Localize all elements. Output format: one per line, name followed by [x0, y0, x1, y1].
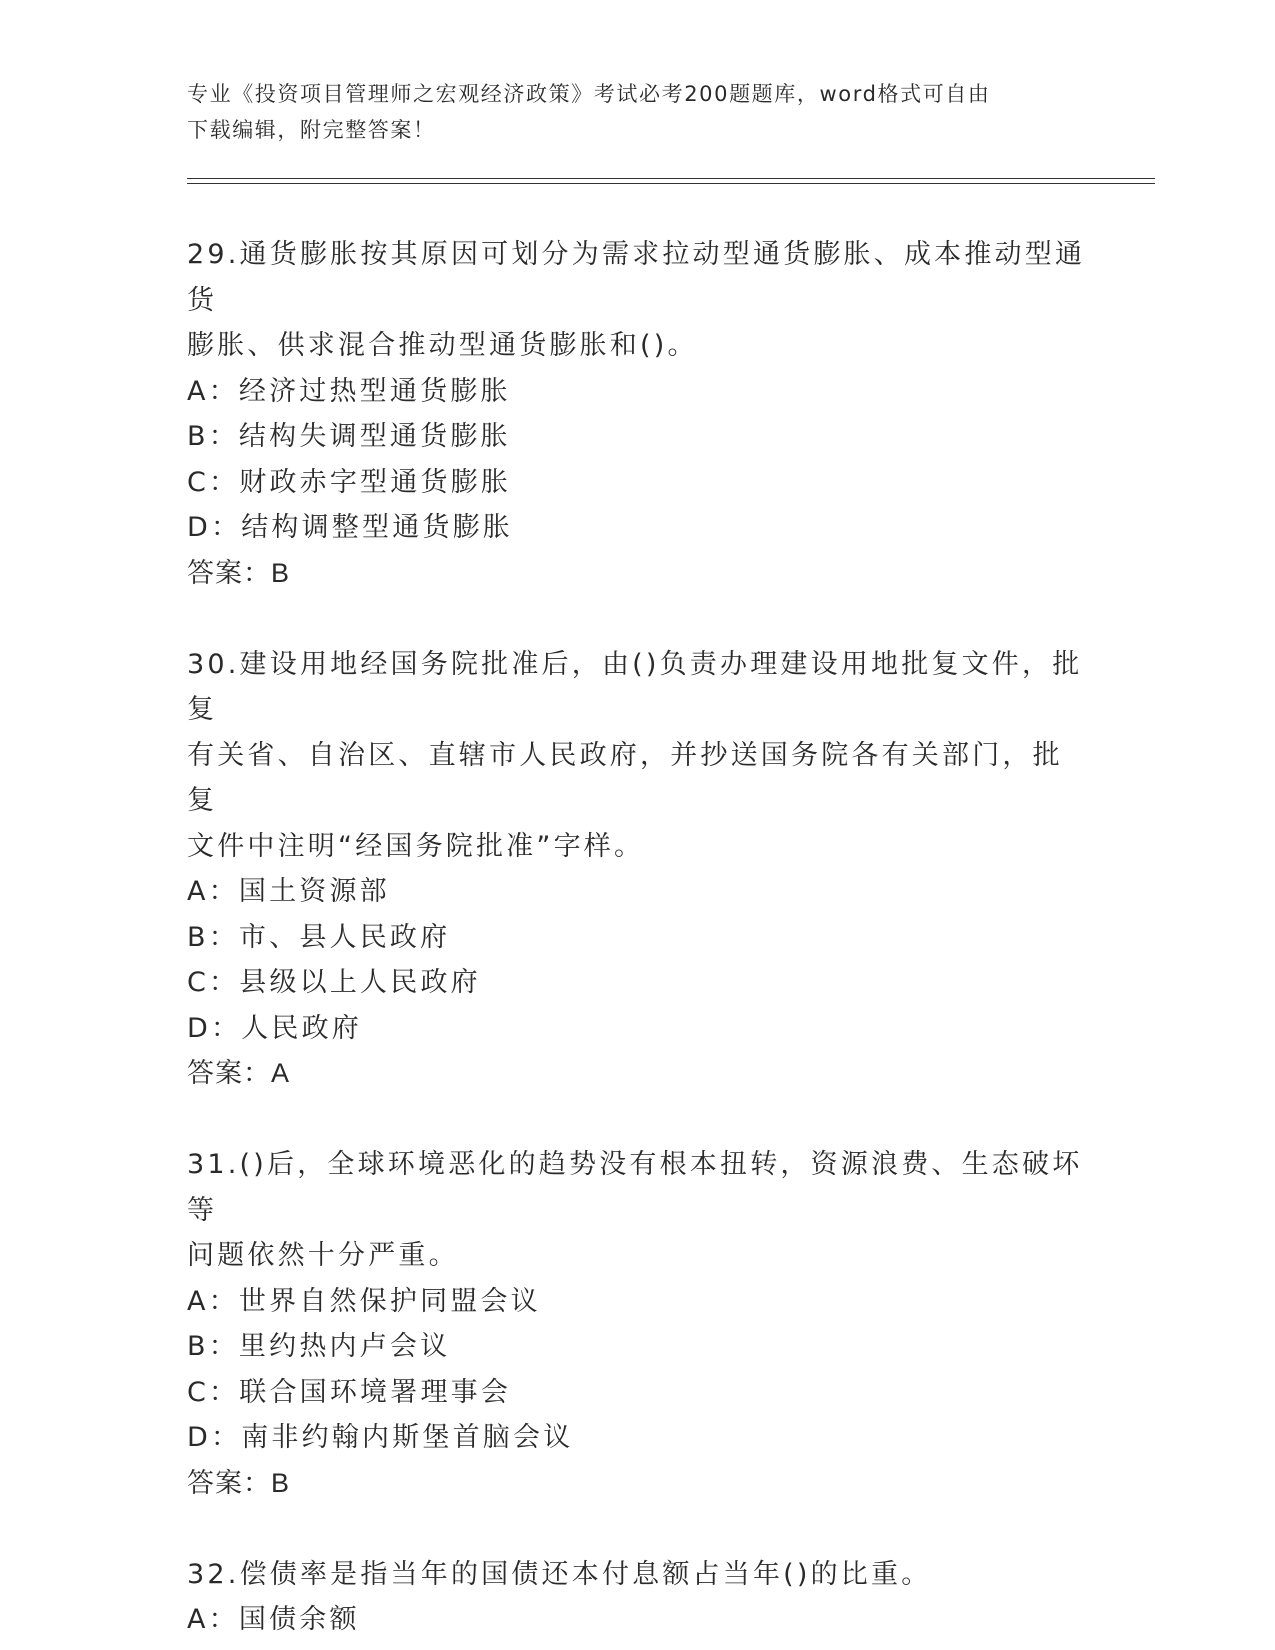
- option-b: B：市、县人民政府: [187, 921, 451, 953]
- option-c: C：联合国环境署理事会: [187, 1376, 512, 1408]
- option-a: A：经济过热型通货膨胀: [187, 375, 511, 407]
- question-32: [187, 1552, 1087, 1643]
- option-a: A：国土资源部: [187, 876, 390, 907]
- option-a: A：国债余额: [187, 1604, 360, 1635]
- question-29: [187, 232, 1087, 596]
- question-text-line: 问题依然十分严重。: [187, 1240, 459, 1271]
- question-text-line: 31.()后，全球环境恶化的趋势没有根本扭转，资源浪费、生态破坏等: [187, 1149, 1083, 1226]
- header-divider-bottom: [187, 183, 1155, 184]
- document-header: [187, 76, 1087, 148]
- option-c: C：财政赤字型通货膨胀: [187, 466, 512, 498]
- question-text-line: 32.偿债率是指当年的国债还本付息额占当年()的比重。: [187, 1558, 932, 1590]
- question-text-line: 文件中注明“经国务院批准”字样。: [187, 830, 645, 862]
- question-30: [187, 642, 1087, 1097]
- header-divider-top: [187, 178, 1155, 179]
- answer-line: 答案：B: [187, 557, 291, 588]
- question-text-line: 30.建设用地经国务院批准后，由()负责办理建设用地批复文件，批复: [187, 648, 1083, 725]
- question-31: [187, 1142, 1087, 1506]
- option-d: D：人民政府: [187, 1012, 362, 1044]
- header-line-1: 专业《投资项目管理师之宏观经济政策》考试必考200题题库，word格式可自由: [187, 82, 991, 106]
- question-text-line: 有关省、自治区、直辖市人民政府，并抄送国务院各有关部门，批复: [187, 739, 1063, 816]
- question-text-line: 29.通货膨胀按其原因可划分为需求拉动型通货膨胀、成本推动型通货: [187, 239, 1086, 316]
- question-list: [187, 232, 1087, 1643]
- header-line-2: 下载编辑，附完整答案！: [187, 118, 436, 142]
- option-d: D：南非约翰内斯堡首脑会议: [187, 1422, 574, 1453]
- answer-line: 答案：B: [187, 1467, 291, 1498]
- option-b: B：结构失调型通货膨胀: [187, 421, 511, 452]
- option-b: B：里约热内卢会议: [187, 1331, 451, 1362]
- answer-line: 答案：A: [187, 1058, 291, 1088]
- option-c: C：县级以上人民政府: [187, 967, 481, 998]
- option-a: A：世界自然保护同盟会议: [187, 1285, 541, 1317]
- option-d: D：结构调整型通货膨胀: [187, 512, 513, 543]
- question-text-line: 膨胀、供求混合推动型通货膨胀和()。: [187, 330, 698, 361]
